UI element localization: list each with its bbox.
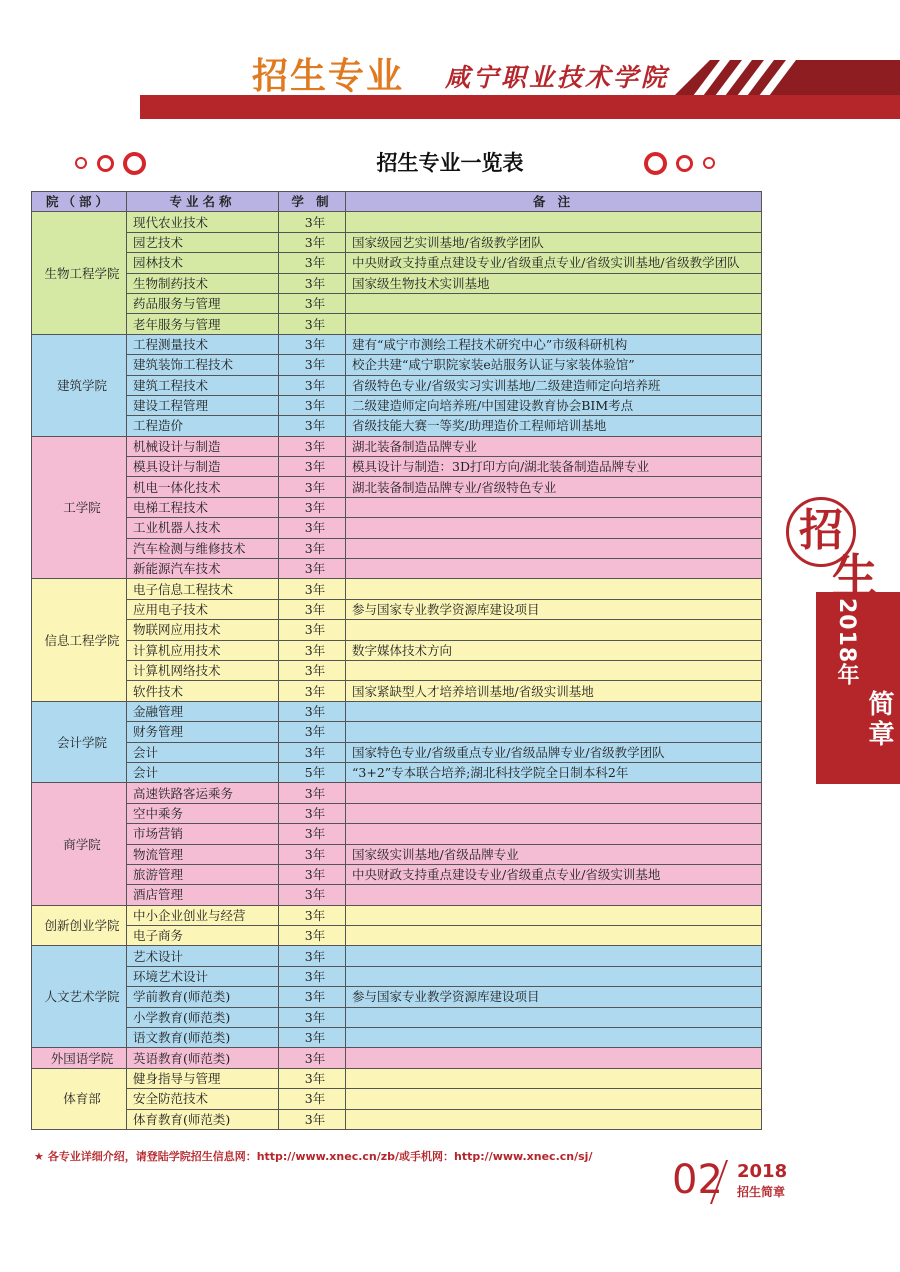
note-cell <box>346 946 762 966</box>
major-cell: 药品服务与管理 <box>127 293 279 313</box>
major-cell: 现代农业技术 <box>127 212 279 232</box>
table-row <box>32 436 762 456</box>
table-row <box>32 926 762 946</box>
note-cell: 数字媒体技术方向 <box>346 640 762 660</box>
major-cell: 物流管理 <box>127 844 279 864</box>
duration-cell: 3年 <box>279 966 346 986</box>
side-year: 2018年 <box>834 598 859 687</box>
duration-cell: 3年 <box>279 1048 346 1068</box>
note-cell: 中央财政支持重点建设专业/省级重点专业/省级实训基地 <box>346 864 762 884</box>
major-cell: 安全防范技术 <box>127 1089 279 1109</box>
major-cell: 旅游管理 <box>127 864 279 884</box>
note-cell <box>346 1028 762 1048</box>
note-cell: 湖北装备制造品牌专业/省级特色专业 <box>346 477 762 497</box>
table-row <box>32 1028 762 1048</box>
note-cell <box>346 538 762 558</box>
major-cell: 计算机网络技术 <box>127 660 279 680</box>
footer-note: ★ 各专业详细介绍，请登陆学院招生信息网：http://www.xnec.cn/zb/或手机网：http://www.xnec.cn/sj/ <box>34 1150 593 1163</box>
major-cell: 电子信息工程技术 <box>127 579 279 599</box>
school-name: 咸宁职业技术学院 <box>445 63 670 92</box>
duration-cell: 3年 <box>279 314 346 334</box>
major-cell: 电子商务 <box>127 926 279 946</box>
major-cell: 园林技术 <box>127 253 279 273</box>
note-cell <box>346 1089 762 1109</box>
duration-cell: 3年 <box>279 660 346 680</box>
note-cell: 国家特色专业/省级重点专业/省级品牌专业/省级教学团队 <box>346 742 762 762</box>
header-stripes <box>650 60 900 100</box>
table-row <box>32 1048 762 1068</box>
table-row <box>32 334 762 354</box>
major-cell: 工程造价 <box>127 416 279 436</box>
department-cell: 体育部 <box>32 1068 127 1129</box>
note-cell: 校企共建“咸宁职院家装e站服务认证与家装体验馆” <box>346 355 762 375</box>
col-header-note: 备 注 <box>346 192 762 212</box>
major-cell: 环境艺术设计 <box>127 966 279 986</box>
table-row <box>32 477 762 497</box>
department-cell: 建筑学院 <box>32 334 127 436</box>
table-row <box>32 701 762 721</box>
department-cell: 信息工程学院 <box>32 579 127 701</box>
table-row <box>32 1109 762 1129</box>
table-row <box>32 599 762 619</box>
duration-cell: 3年 <box>279 273 346 293</box>
major-cell: 学前教育(师范类) <box>127 987 279 1007</box>
table-row <box>32 885 762 905</box>
note-cell <box>346 1048 762 1068</box>
table-header-row <box>32 192 762 212</box>
major-cell: 会计 <box>127 742 279 762</box>
table-row <box>32 355 762 375</box>
table-row <box>32 212 762 232</box>
duration-cell: 3年 <box>279 538 346 558</box>
note-cell <box>346 1109 762 1129</box>
note-cell <box>346 1007 762 1027</box>
note-cell <box>346 518 762 538</box>
note-cell <box>346 1068 762 1088</box>
major-cell: 高速铁路客运乘务 <box>127 783 279 803</box>
right-rings-ornament <box>640 150 730 176</box>
duration-cell: 3年 <box>279 783 346 803</box>
major-cell: 模具设计与制造 <box>127 457 279 477</box>
note-cell <box>346 783 762 803</box>
table-row <box>32 946 762 966</box>
major-cell: 机械设计与制造 <box>127 436 279 456</box>
table-row <box>32 1007 762 1027</box>
major-cell: 中小企业创业与经营 <box>127 905 279 925</box>
majors-table-body <box>32 212 762 1130</box>
duration-cell: 3年 <box>279 253 346 273</box>
table-row <box>32 497 762 517</box>
majors-table <box>31 191 762 1130</box>
table-row <box>32 253 762 273</box>
department-cell: 生物工程学院 <box>32 212 127 334</box>
note-cell <box>346 559 762 579</box>
note-cell: 国家级园艺实训基地/省级教学团队 <box>346 232 762 252</box>
major-cell: 园艺技术 <box>127 232 279 252</box>
department-cell: 商学院 <box>32 783 127 905</box>
note-cell: 湖北装备制造品牌专业 <box>346 436 762 456</box>
note-cell <box>346 497 762 517</box>
table-row <box>32 722 762 742</box>
table-row <box>32 457 762 477</box>
footer-subtitle: 招生简章 <box>737 1185 786 1199</box>
col-header-duration: 学 制 <box>279 192 346 212</box>
table-row <box>32 620 762 640</box>
duration-cell: 3年 <box>279 640 346 660</box>
note-cell: 中央财政支持重点建设专业/省级重点专业/省级实训基地/省级教学团队 <box>346 253 762 273</box>
duration-cell: 5年 <box>279 762 346 782</box>
note-cell: 模具设计与制造：3D打印方向/湖北装备制造品牌专业 <box>346 457 762 477</box>
major-cell: 语文教育(师范类) <box>127 1028 279 1048</box>
note-cell: 参与国家专业教学资源库建设项目 <box>346 599 762 619</box>
note-cell: “3+2”专本联合培养;湖北科技学院全日制本科2年 <box>346 762 762 782</box>
note-cell <box>346 579 762 599</box>
table-row <box>32 966 762 986</box>
table-row <box>32 1068 762 1088</box>
table-row <box>32 538 762 558</box>
table-row <box>32 579 762 599</box>
duration-cell: 3年 <box>279 355 346 375</box>
note-cell: 建有“咸宁市测绘工程技术研究中心”市级科研机构 <box>346 334 762 354</box>
duration-cell: 3年 <box>279 885 346 905</box>
table-row <box>32 559 762 579</box>
duration-cell: 3年 <box>279 864 346 884</box>
note-cell <box>346 314 762 334</box>
note-cell <box>346 620 762 640</box>
col-header-major: 专业名称 <box>127 192 279 212</box>
major-cell: 应用电子技术 <box>127 599 279 619</box>
duration-cell: 3年 <box>279 559 346 579</box>
duration-cell: 3年 <box>279 1068 346 1088</box>
duration-cell: 3年 <box>279 457 346 477</box>
major-cell: 建筑工程技术 <box>127 375 279 395</box>
major-cell: 工程测量技术 <box>127 334 279 354</box>
duration-cell: 3年 <box>279 824 346 844</box>
note-cell <box>346 803 762 823</box>
table-row <box>32 905 762 925</box>
col-header-department: 院（部） <box>32 192 127 212</box>
page-title: 招生专业 <box>252 56 405 97</box>
major-cell: 金融管理 <box>127 701 279 721</box>
table-row <box>32 762 762 782</box>
major-cell: 财务管理 <box>127 722 279 742</box>
note-cell: 国家级实训基地/省级品牌专业 <box>346 844 762 864</box>
duration-cell: 3年 <box>279 1028 346 1048</box>
major-cell: 酒店管理 <box>127 885 279 905</box>
note-cell <box>346 885 762 905</box>
duration-cell: 3年 <box>279 926 346 946</box>
note-cell <box>346 660 762 680</box>
side-word: 简章 <box>864 690 894 750</box>
major-cell: 机电一体化技术 <box>127 477 279 497</box>
duration-cell: 3年 <box>279 334 346 354</box>
duration-cell: 3年 <box>279 497 346 517</box>
duration-cell: 3年 <box>279 579 346 599</box>
department-cell: 人文艺术学院 <box>32 946 127 1048</box>
major-cell: 艺术设计 <box>127 946 279 966</box>
major-cell: 建设工程管理 <box>127 395 279 415</box>
page-number: 02 <box>672 1157 723 1203</box>
duration-cell: 3年 <box>279 722 346 742</box>
major-cell: 软件技术 <box>127 681 279 701</box>
note-cell <box>346 701 762 721</box>
side-char-sheng: 生 <box>832 549 878 603</box>
major-cell: 市场营销 <box>127 824 279 844</box>
major-cell: 新能源汽车技术 <box>127 559 279 579</box>
note-cell: 参与国家专业教学资源库建设项目 <box>346 987 762 1007</box>
duration-cell: 3年 <box>279 1109 346 1129</box>
note-cell <box>346 722 762 742</box>
table-row <box>32 824 762 844</box>
duration-cell: 3年 <box>279 395 346 415</box>
note-cell: 国家紧缺型人才培养培训基地/省级实训基地 <box>346 681 762 701</box>
duration-cell: 3年 <box>279 293 346 313</box>
side-char-zhao: 招 <box>786 497 856 567</box>
major-cell: 老年服务与管理 <box>127 314 279 334</box>
note-cell: 省级技能大赛一等奖/助理造价工程师培训基地 <box>346 416 762 436</box>
department-cell: 创新创业学院 <box>32 905 127 946</box>
duration-cell: 3年 <box>279 803 346 823</box>
department-cell: 外国语学院 <box>32 1048 127 1068</box>
major-cell: 体育教育(师范类) <box>127 1109 279 1129</box>
duration-cell: 3年 <box>279 946 346 966</box>
duration-cell: 3年 <box>279 742 346 762</box>
duration-cell: 3年 <box>279 375 346 395</box>
duration-cell: 3年 <box>279 701 346 721</box>
duration-cell: 3年 <box>279 1007 346 1027</box>
department-cell: 工学院 <box>32 436 127 579</box>
major-cell: 计算机应用技术 <box>127 640 279 660</box>
table-row <box>32 314 762 334</box>
major-cell: 英语教育(师范类) <box>127 1048 279 1068</box>
note-cell: 省级特色专业/省级实习实训基地/二级建造师定向培养班 <box>346 375 762 395</box>
note-cell <box>346 966 762 986</box>
note-cell <box>346 926 762 946</box>
table-row <box>32 844 762 864</box>
table-row <box>32 395 762 415</box>
note-cell: 国家级生物技术实训基地 <box>346 273 762 293</box>
table-title: 招生专业一览表 <box>376 151 524 175</box>
table-row <box>32 375 762 395</box>
duration-cell: 3年 <box>279 681 346 701</box>
duration-cell: 3年 <box>279 1089 346 1109</box>
table-row <box>32 660 762 680</box>
note-cell <box>346 905 762 925</box>
note-cell: 二级建造师定向培养班/中国建设教育协会BIM考点 <box>346 395 762 415</box>
major-cell: 电梯工程技术 <box>127 497 279 517</box>
table-row <box>32 1089 762 1109</box>
table-row <box>32 783 762 803</box>
major-cell: 汽车检测与维修技术 <box>127 538 279 558</box>
department-cell: 会计学院 <box>32 701 127 783</box>
table-row <box>32 803 762 823</box>
table-row <box>32 987 762 1007</box>
table-row <box>32 640 762 660</box>
table-row <box>32 232 762 252</box>
table-row <box>32 273 762 293</box>
duration-cell: 3年 <box>279 477 346 497</box>
major-cell: 工业机器人技术 <box>127 518 279 538</box>
major-cell: 建筑装饰工程技术 <box>127 355 279 375</box>
duration-cell: 3年 <box>279 416 346 436</box>
table-row <box>32 416 762 436</box>
footer-year: 2018 <box>737 1161 788 1182</box>
duration-cell: 3年 <box>279 212 346 232</box>
table-row <box>32 864 762 884</box>
major-cell: 健身指导与管理 <box>127 1068 279 1088</box>
note-cell <box>346 824 762 844</box>
major-cell: 空中乘务 <box>127 803 279 823</box>
duration-cell: 3年 <box>279 518 346 538</box>
major-cell: 小学教育(师范类) <box>127 1007 279 1027</box>
duration-cell: 3年 <box>279 905 346 925</box>
duration-cell: 3年 <box>279 232 346 252</box>
table-row <box>32 293 762 313</box>
table-row <box>32 681 762 701</box>
duration-cell: 3年 <box>279 620 346 640</box>
table-row <box>32 742 762 762</box>
duration-cell: 3年 <box>279 599 346 619</box>
table-row <box>32 518 762 538</box>
note-cell <box>346 212 762 232</box>
major-cell: 会计 <box>127 762 279 782</box>
duration-cell: 3年 <box>279 436 346 456</box>
major-cell: 生物制药技术 <box>127 273 279 293</box>
duration-cell: 3年 <box>279 844 346 864</box>
duration-cell: 3年 <box>279 987 346 1007</box>
major-cell: 物联网应用技术 <box>127 620 279 640</box>
note-cell <box>346 293 762 313</box>
